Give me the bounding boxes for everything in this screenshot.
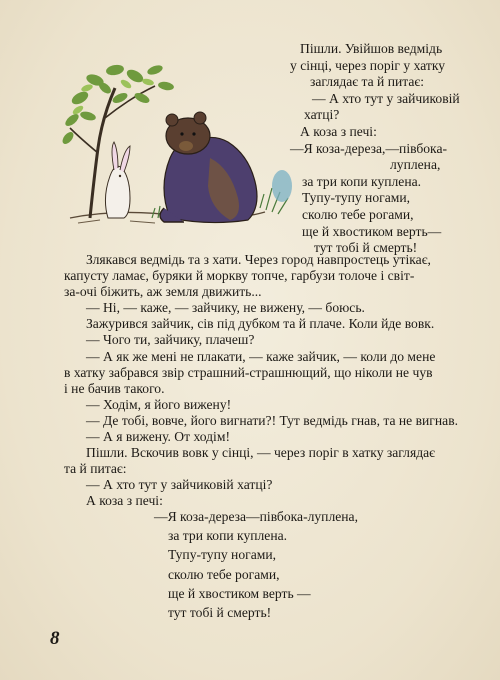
text-line: за три копи куплена. [302,173,422,189]
verse-block [154,507,414,622]
text-line: за-очі біжить, аж земля движить... [64,284,262,300]
bear-and-hare-illustration [60,58,300,230]
text-line: Пішли. Увійшов ведмідь [300,41,443,56]
text-line: і не бачив такого. [64,380,165,396]
text-line: Злякався ведмідь та з хати. Через город навпростець утікає, [86,252,431,267]
text-line: Пішли. Вскочив вовк у сінці, — через поріг в хатку заглядає [86,445,435,461]
text-line: ще й хвостиком верть— [302,223,442,239]
text-line: — Чого ти, зайчику, плачеш? [86,332,255,348]
text-line: —Я коза-дереза,—півбока- [290,140,448,156]
verse-line: Тупу-тупу ногами, [168,547,277,563]
text-line: — А як же мені не плакати, — каже зайчик, — коли до мене [86,348,436,364]
text-line: Тупу-тупу ногами, [302,190,411,206]
verse-line: ще й хвостиком верть — [168,585,311,601]
text-line: хатці? [304,107,340,123]
main-text-block [64,252,466,510]
text-line: — А я вижену. От ходім! [86,429,230,445]
text-line: — Ні, — каже, — зайчику, не вижену, — боюсь. [86,300,365,316]
text-line: тут тобі й смерть! [314,240,418,256]
text-line: А коза з печі: [300,123,377,139]
text-line: та й питає: [64,461,127,477]
page-number: 8 [50,628,60,649]
text-line: в хатку забрався звір страшний-страшнющий, що ніколи не чув [64,364,433,380]
text-line: Зажурився зайчик, сів під дубком та й плаче. Коли йде вовк. [86,316,435,332]
text-line: — Ходім, я його вижену! [86,396,232,412]
text-line: — А хто тут у зайчиковій [312,90,460,106]
verse-line: за три копи куплена. [168,528,288,544]
bear-figure [160,112,257,223]
text-line: заглядає та й питає: [310,74,425,90]
hare-figure [105,142,130,218]
verse-line: сколю тебе рогами, [168,566,280,582]
top-text-block [290,41,495,257]
verse-line: —Я коза-дереза—півбока-луплена, [154,509,358,524]
text-line: — Де тобі, вовче, його вигнати?! Тут ведмідь гнав, та не вигнав. [86,412,459,428]
text-line: А коза з печі: [86,493,163,509]
text-line: луплена, [390,157,441,173]
verse-line: тут тобі й смерть! [168,605,272,621]
text-line: у сінці, через поріг у хатку [290,57,446,73]
text-line: сколю тебе рогами, [302,206,414,222]
text-line: — А хто тут у зайчиковій хатці? [86,477,273,493]
text-line: капусту ламає, буряки й моркву топче, гарбузи толоче і світ- [64,268,415,284]
